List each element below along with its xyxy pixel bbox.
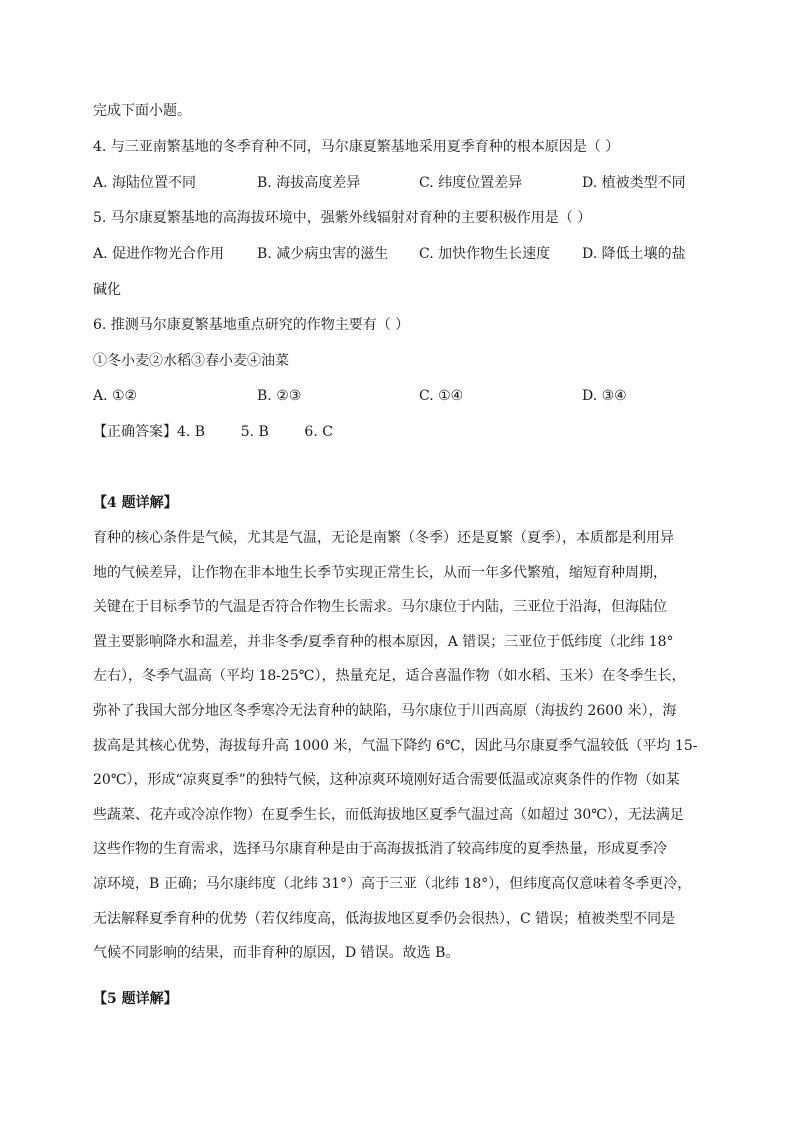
question-6-stem: 6. 推测马尔康夏繁基地重点研究的作物主要有（ ） (93, 317, 410, 333)
question-6-items: ①冬小麦②水稻③春小麦④油菜 (93, 353, 289, 369)
q4-option-d: D. 植被类型不同 (582, 175, 686, 191)
detail-4-line: 育种的核心条件是气候，尤其是气温，无论是南繁（冬季）还是夏繁（夏季），本质都是利用异 (93, 530, 674, 546)
q4-option-b: B. 海拔高度差异 (257, 175, 361, 191)
question-5-stem: 5. 马尔康夏繁基地的高海拔环境中，强紫外线辐射对育种的主要积极作用是（ ） (93, 210, 592, 226)
q4-option-a: A. 海陆位置不同 (93, 175, 197, 191)
q5-option-d-continuation: 碱化 (93, 282, 121, 298)
detail-4-line: 凉环境，B 正确；马尔康纬度（北纬 31°）高于三亚（北纬 18°），但纬度高仅意味着冬季更冷， (93, 875, 692, 892)
intro-text: 完成下面小题。 (93, 103, 191, 119)
detail-4-line: 些蔬菜、花卉或冷凉作物）在夏季生长，而低海拔地区夏季气温过高（如超过 30℃），无法满足 (93, 806, 684, 823)
detail-4-line: 无法解释夏季育种的优势（若仅纬度高，低海拔地区夏季仍会很热），C 错误；植被类型不同是 (93, 910, 676, 927)
q5-option-b: B. 减少病虫害的滋生 (257, 246, 389, 262)
detail-4-line: 20℃），形成“凉爽夏季”的独特气候，这种凉爽环境刚好适合需要低温或凉爽条件的作物（如某 (93, 772, 680, 789)
detail-4-line: 左右），冬季气温高（平均 18-25℃），热量充足，适合喜温作物（如水稻、玉米）在冬季生长， (93, 668, 686, 685)
q6-option-a: A. ①② (93, 388, 138, 404)
detail-4-line: 拔高是其核心优势，海拔每升高 1000 米，气温下降约 6℃，因此马尔康夏季气温较低（平均 15- (93, 737, 698, 754)
q4-option-c: C. 纬度位置差异 (419, 175, 523, 191)
correct-answer: 【正确答案】4. B 5. B 6. C (93, 424, 333, 440)
detail-4-body (93, 521, 703, 971)
q5-option-a: A. 促进作物光合作用 (93, 246, 225, 262)
detail-4-line: 置主要影响降水和温差，并非冬季/夏季育种的根本原因，A 错误；三亚位于低纬度（北纬 18° (93, 633, 674, 650)
q6-option-c: C. ①④ (419, 388, 464, 404)
q6-option-d: D. ③④ (582, 388, 627, 404)
detail-4-line: 气候不同影响的结果，而非育种的原因，D 错误。故选 B。 (93, 945, 460, 962)
detail-4-heading: 【4 题详解】 (93, 495, 178, 511)
detail-4-line: 弥补了我国大部分地区冬季寒冷无法育种的缺陷，马尔康位于川西高原（海拔约 2600 米），海 (93, 702, 677, 719)
q5-option-d: D. 降低土壤的盐 (582, 246, 686, 262)
q5-option-c: C. 加快作物生长速度 (419, 246, 551, 262)
detail-4-line: 这些作物的生育需求，选择马尔康育种是由于高海拔抵消了较高纬度的夏季热量，形成夏季冷 (93, 841, 667, 858)
detail-5-heading: 【5 题详解】 (93, 991, 178, 1007)
question-4-stem: 4. 与三亚南繁基地的冬季育种不同，马尔康夏繁基地采用夏季育种的根本原因是（ ） (93, 139, 620, 155)
q6-option-b: B. ②③ (257, 388, 302, 404)
detail-4-line: 关键在于目标季节的气温是否符合作物生长需求。马尔康位于内陆，三亚位于沿海，但海陆位 (93, 599, 667, 616)
detail-4-line: 地的气候差异，让作物在非本地生长季节实现正常生长，从而一年多代繁殖，缩短育种周期， (93, 564, 667, 581)
